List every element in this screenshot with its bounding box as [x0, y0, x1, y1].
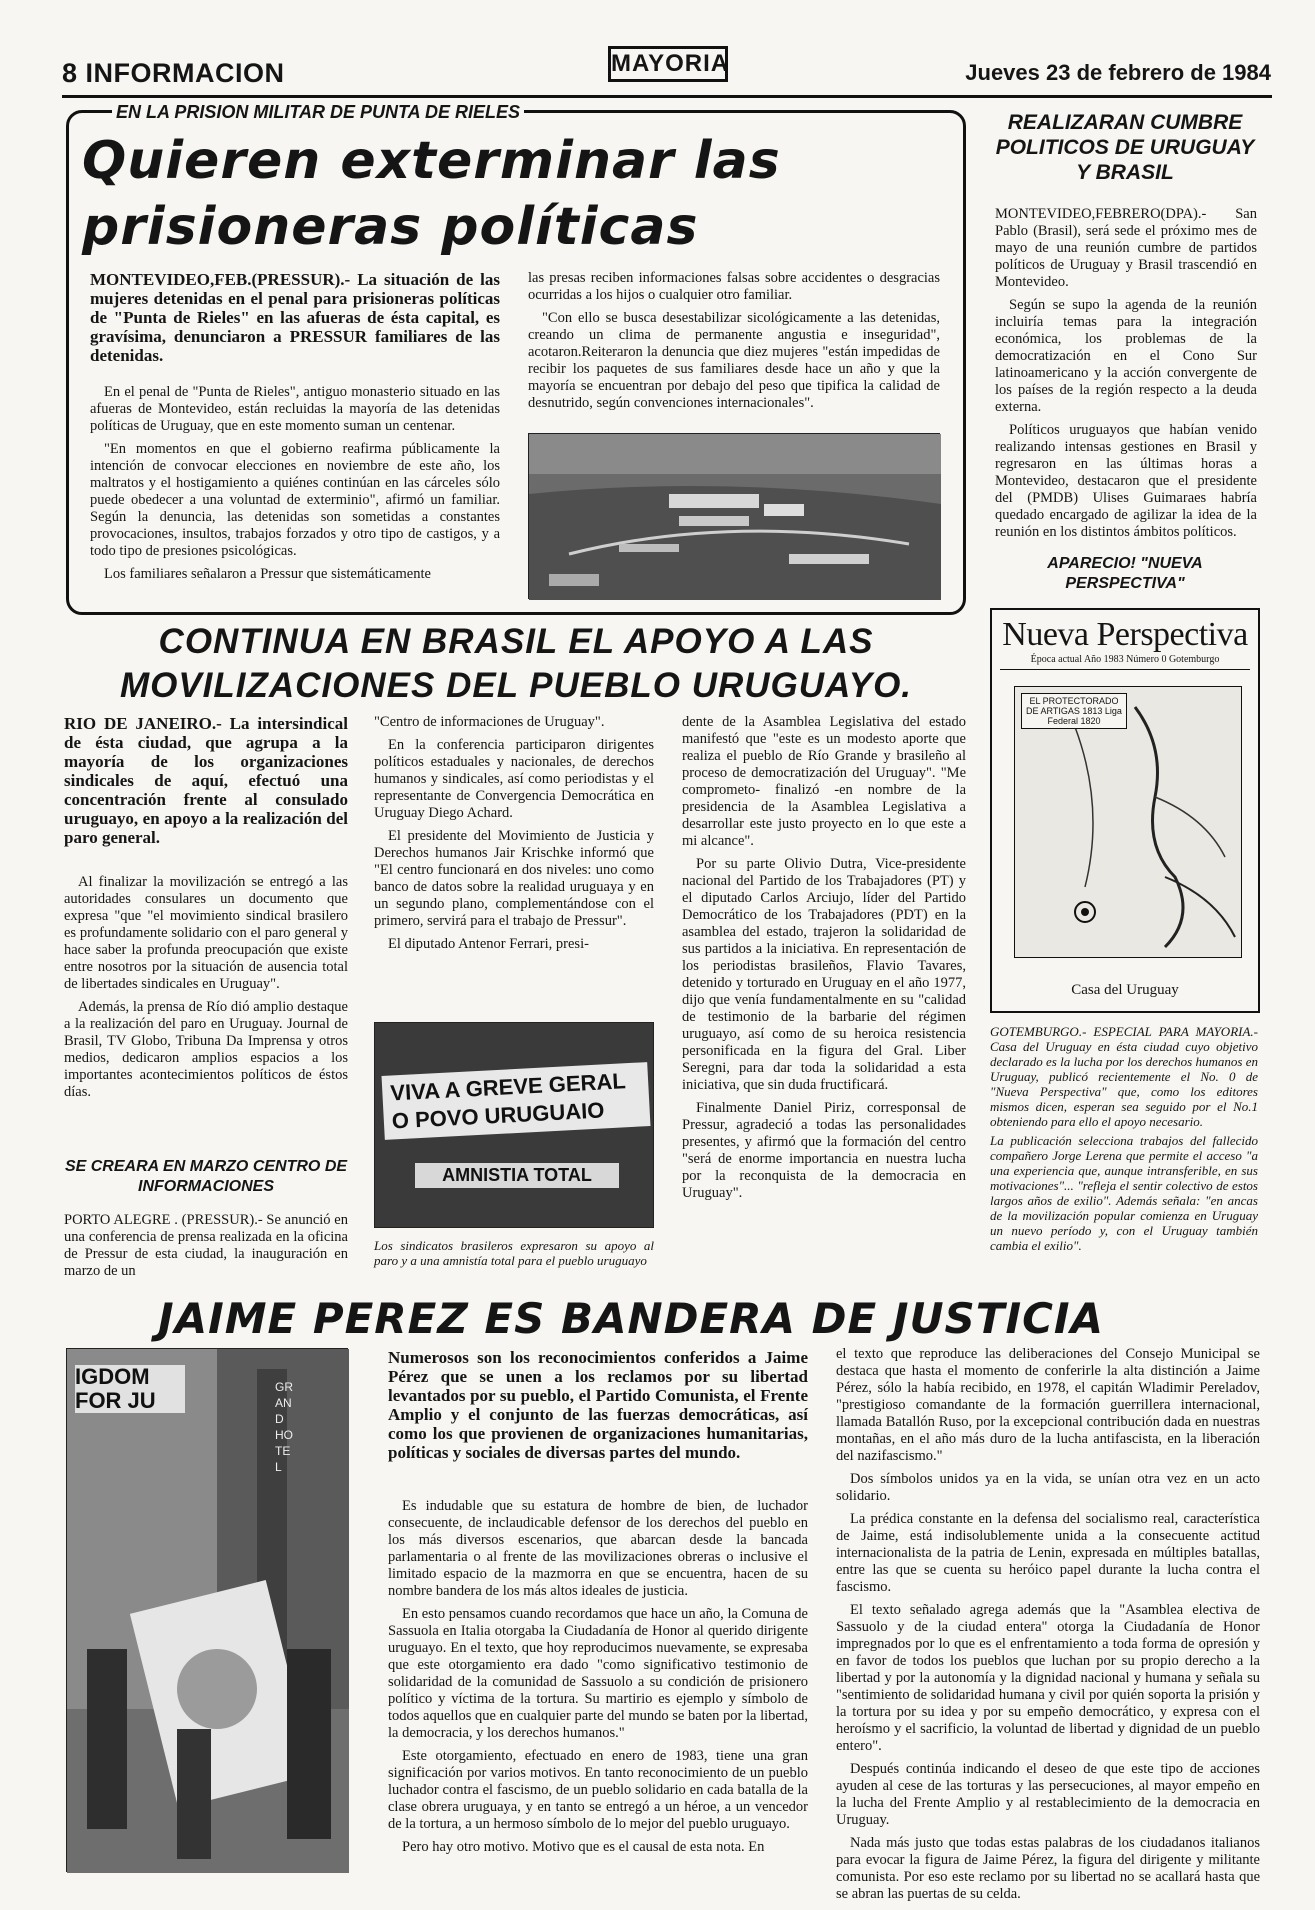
article1-col2-p1: las presas reciben informaciones falsas sobre accidentes o desgracias ocurridas a los hijos o cualquier otro familiar. [528, 270, 940, 303]
photo-sign-text: IGDOM FOR JU [75, 1365, 185, 1413]
article2-lead: RIO DE JANEIRO.- La intersindical de ésta ciudad, que agrupa a la mayoría de los organizaciones sindicales de aquí, efectuó una concentración frente al consulado uruguayo, en apoyo a la realización del paro general. [64, 714, 348, 847]
sidebar1-p1: MONTEVIDEO,FEBRERO(DPA).- San Pablo (Brasil), será sede el próximo mes de mayo de una reunión cumbre de partidos políticos de Uruguay y Brasil trascendió en Montevideo. [995, 206, 1257, 290]
protest-photo [374, 1022, 654, 1228]
article2-col3-p1: dente de la Asamblea Legislativa del estado manifestó que "este es un modesto aporte que realiza el pueblo de Río Grande y brasileño al proceso de democratización del Uruguay". "Me comprometo- finalizó -en nombre de la presidencia de la Asamblea Legislativa a desarrollar este justo proyecto en lo que este a mi alcance". [682, 714, 966, 849]
article3-col2-p3: La prédica constante en la defensa del socialismo real, característica de Jaime, está indisolublemente unida a la consecuente actitud internacionalista de la patria de Lenin, expresada en múltiples batallas, entre las que se cuenta su heróico papel durante la lucha contra el fascismo. [836, 1511, 1260, 1595]
article3-col2-p2: Dos símbolos unidos ya en la vida, se unían otra vez en un acto solidario. [836, 1471, 1260, 1504]
banner-line-1: VIVA A GREVE GERAL [389, 1068, 627, 1106]
article2-col3-p3: Finalmente Daniel Piriz, corresponsal de Pressur, agradeció a todas las personalidades presentes, y afirmó que la formación del centro "será de enorme importancia en nuestra lucha por la reconquista de la democracia en Uruguay". [682, 1100, 966, 1201]
article1-col1-p1: En el penal de "Punta de Rieles", antiguo monasterio situado en las afueras de Montevideo, están recluidas la mayoría de las detenidas políticas de Uruguay, que en este momento suman un centenar. [90, 384, 500, 434]
article2-col2-p3: El presidente del Movimiento de Justicia y Derechos humanos Jair Krischke informó que "El centro funcionará en dos niveles: uno como banco de datos sobre la realidad uruguaya y en un segundo plano, complementándose con el primero, servirá para el trabajo de Pressur". [374, 828, 654, 929]
article1-headline: Quieren exterminar las prisioneras políticas [82, 131, 781, 257]
np-caption-p1: GOTEMBURGO.- ESPECIAL PARA MAYORIA.- Casa del Uruguay en ésta ciudad cuyo objetivo declarado es la lucha por los derechos humanos en Uruguay, publicó recientemente el No. 0 de "Nueva Perspectiva" que, como los editores mismos dicen, esperan sea seguido por el No.1 obteniendo para ello el apoyo necesario. [990, 1024, 1258, 1129]
protest-photo-caption: Los sindicatos brasileros expresaron su apoyo al paro y a una amnistía total para el pueblo uruguayo [374, 1238, 654, 1268]
article2-col2-p2: En la conferencia participaron dirigentes políticos estaduales y nacionales, de derechos humanos y sindicales, así como periodistas y el representante de Convergencia Democrática en Uruguay Diego Achard. [374, 737, 654, 821]
np-subtitle: Época actual Año 1983 Número 0 Gotemburgo [1000, 654, 1250, 670]
article3-col1-p1: Es indudable que su estatura de hombre de bien, de luchador consecuente, de inclaudicable defensor de los derechos del pueblo en los más diversos escenarios, que abarcan desde la bancada parlamentaria o al frente de las movilizaciones obreras o inclusive el limitado espacio de la mazmorra en que se encuentra, hacen de su nombre bandera de los más altos ideales de justicia. [388, 1498, 808, 1599]
article1-col1-p3: Los familiares señalaron a Pressur que sistemáticamente [104, 566, 431, 582]
article2-col1-p1: Al finalizar la movilización se entregó a las autoridades consulares un documento que expresa "que "el movimiento sindical brasilero es profundamente solidario con el paro general y hace saber la profunda preocupación que existe entre nosotros por la situación de ausencia total de libertades sindicales en Uruguay". [64, 874, 348, 992]
np-title: Nueva Perspectiva [1002, 616, 1248, 653]
newspaper-logo: MAYORIA [608, 46, 728, 82]
article2-col2-p1: "Centro de informaciones de Uruguay". [374, 714, 605, 730]
article2-subhead: SE CREARA EN MARZO CENTRO DE INFORMACIONES [64, 1158, 348, 1195]
article1-col1 [90, 384, 500, 606]
amnistia-sign: AMNISTIA TOTAL [415, 1163, 619, 1188]
protest-banner [382, 1062, 651, 1140]
article1-lead: MONTEVIDEO,FEB.(PRESSUR).- La situación de las mujeres detenidas en el penal para prisioneras políticas de "Punta de Rieles" en las afueras de ésta capital, es gravísima, denunciaron a PRESSUR familiares de las detenidas. [90, 270, 500, 365]
sidebar1-p3: Políticos uruguayos que habían venido realizando intensas gestiones en Brasil y regresaron en las últimas horas a Montevideo, destacaron que el presidente del (PMDB) Ulises Guimaraes habría quedado encargado de agilizar la idea de la reunión en los distintos ámbitos políticos. [995, 422, 1257, 540]
np-map-label: EL PROTECTORADO DE ARTIGAS 1813 Liga Federal 1820 [1021, 693, 1127, 729]
nueva-perspectiva-cover [990, 608, 1260, 1013]
article1-col1-p2: "En momentos en que el gobierno reafirma públicamente la intención de convocar elecciones en noviembre de este año, los maltratos y el hostigamiento a quiénes continúan en las cárceles sólo puede obedecer a una voluntad de exterminio", afirmó un familiar. Según la denuncia, las detenidas son sometidas a constantes provocaciones, insultos, trabajos forzados y otro tipo de castigos, y a todo tipo de presiones psicológicas. [90, 441, 500, 559]
np-caption-p2: La publicación selecciona trabajos del fallecido compañero Jorge Lerena que permite el acceso "a una experiencia que, aunque intransferible, en sus motivaciones"... "refleja el sentir colectivo de estos largos años de exilio". Además señala: "en ancas de la movilización popular comienza en Uruguay un nuevo período y, con el Uruguay también cambia el exilio". [990, 1133, 1258, 1253]
article2-col1-p2: Además, la prensa de Río dió amplio destaque a la realización del paro en Uruguay. Journal de Brasil, TV Globo, Tribuna Da Imprensa y otros medios, dedicaron amplios espacios a los importantes acontecimientos políticos de éstos días. [64, 999, 348, 1100]
article1-kicker: EN LA PRISION MILITAR DE PUNTA DE RIELES [112, 102, 524, 123]
jaime-perez-photo [66, 1348, 348, 1872]
article1-col2 [528, 270, 940, 430]
article2-col1b: PORTO ALEGRE . (PRESSUR).- Se anunció en una conferencia de prensa realizada en la oficina de Pressur de esta ciudad, la inauguración en marzo de un [64, 1212, 348, 1279]
sidebar1-p2: Según se supo la agenda de la reunión incluiría temas para la integración económica, los problemas de la democratización en el Cono Sur latinoamericano y la acción convergente de los países de la región respecto a la deuda externa. [995, 297, 1257, 415]
sidebar1-headline: REALIZARAN CUMBRE POLITICOS DE URUGUAY Y BRASIL [995, 111, 1255, 184]
sidebar1-body [995, 206, 1257, 546]
np-footer: Casa del Uruguay [1071, 982, 1179, 998]
page-section-label: 8 INFORMACION [62, 58, 285, 88]
article3-col1-p2: En esto pensamos cuando recordamos que hace un año, la Comuna de Sassuola en Italia otorgaba la Ciudadanía de Honor al querido dirigente uruguayo. En el texto, que hoy reproducimos nuevamente, se expresaba que este otorgamiento era dado "como significativo testimonio de solidaridad de la comunidad de Sassuolo a su condición de prisionero político y víctima de la tortura. Su martirio es ejemplo y símbolo de todos aquellos que en cualquier parte del mundo se baten por la libertad, la democracia, y los derechos humanos." [388, 1606, 808, 1741]
prison-aerial-illustration [529, 434, 941, 600]
article3-col1 [388, 1498, 808, 1880]
header-rule [62, 95, 1272, 98]
issue-date: Jueves 23 de febrero de 1984 [965, 60, 1271, 85]
article2-col2-p4: El diputado Antenor Ferrari, presi- [388, 936, 589, 952]
article3-col2 [836, 1346, 1260, 1902]
hotel-sign-text: GRAND HOTEL [275, 1380, 293, 1474]
article3-col2-p4: El texto señalado agrega además que la "Asamblea electiva de Sassuolo y de la ciudad entera" otorga la Ciudadanía de Honor impregnados por lo que es el enfrentamiento a toda forma de opresión y en favor de todos los pueblos que luchan por su propio derecho a la libertad y por la autonomía y la dignidad nacional y humana y señala su "sentimiento de solidaridad humana y civil por quién soporta la prisión y la tortura por su idea y por su empeño democrático, y expresa con el heroísmo y el sacrificio, la voluntad de libertad y dignidad de un pueblo entero". [836, 1602, 1260, 1754]
article3-col1-p4: Pero hay otro motivo. Motivo que es el causal de esta nota. En [402, 1839, 765, 1855]
article2-col3-p2: Por su parte Olivio Dutra, Vice-presidente nacional del Partido de los Trabajadores (PT) y el diputado Carlos Arciujo, líder del Partido Democrático de los Trabajadores (PDT) en la asamblea del estado, trajeron la solidaridad de sus partidos a la iniciativa. En representación de los periodistas brasileños, Flavio Tavares, detenido y torturado en Uruguay en el año 1977, dijo que venía fundamentalmente en su "calidad de testimonio de la barbarie del régimen uruguayo, así como de su heroica resistencia personificada en la figura del Gral. Liber Seregni, para dar toda la solidaridad a esta iniciativa, que sin duda fructificará. [682, 856, 966, 1093]
street-scene-illustration [67, 1349, 349, 1873]
banner-line-2: O POVO URUGUAIO [391, 1097, 605, 1134]
article2-col2 [374, 714, 654, 1014]
article3-col2-p6: Nada más justo que todas estas palabras de los ciudadanos italianos para evocar la figura de Jaime Pérez, la figura del dirigente y militante comunista. Por eso este reclamo por su libertad no se acallará hasta que se abran las puertas de su celda. [836, 1835, 1260, 1902]
prison-aerial-photo [528, 433, 940, 599]
article3-headline: JAIME PEREZ ES BANDERA DE JUSTICIA [157, 1294, 1105, 1343]
np-map [1014, 686, 1242, 958]
article1-col2-p2: "Con ello se busca desestabilizar sicológicamente a las detenidas, creando un clima de permanente angustia e inseguridad", acotaron.Reiteraron la denuncia que diez mujeres "están impedidas de recibir los paquetes de sus familiares desde hace un año y que la mayoría se encuentran por debajo del peso que tipifica la calidad de desnutrido, según convenciones internacionales". [528, 310, 940, 411]
article2-col3 [682, 714, 966, 1288]
aparecio-headline: APARECIO! "NUEVA PERSPECTIVA" [1047, 555, 1203, 592]
article3-col2-p5: Después continúa indicando el deseo de que este tipo de acciones ayuden al cese de las torturas y las persecuciones, al mayor empeño en la lucha del Frente Amplio y al restablecimiento de la democracia en Uruguay. [836, 1761, 1260, 1828]
article3-lead: Numerosos son los reconocimientos conferidos a Jaime Pérez que se unen a los reclamos por su libertad levantados por su pueblo, el Partido Comunista, el Frente Amplio y el conjunto de las fuerzas democráticas, así como los que provienen de organizaciones humanitarias, políticas y sociales de diversas partes del mundo. [388, 1348, 808, 1462]
article2-headline: CONTINUA EN BRASIL EL APOYO A LAS MOVILIZACIONES DEL PUEBLO URUGUAYO. [119, 622, 913, 705]
np-caption [990, 1024, 1258, 1294]
article2-col1 [64, 874, 348, 1142]
article3-col1-p3: Este otorgamiento, efectuado en enero de 1983, tiene una gran significación por varios motivos. En tanto reconocimiento de un pueblo luchador contra el fascismo, de un pueblo solidario en cada batalla de la clase obrera uruguaya, y en tanto se entregó a un héroe, a un vencedor de la tortura, a un hermoso símbolo de lo mejor del pueblo uruguayo. [388, 1748, 808, 1832]
article3-col2-p1: el texto que reproduce las deliberaciones del Consejo Municipal se destaca que hasta el momento de conferirle la alta distinción a Jaime Pérez, sólo la había recibido, en 1978, el capitán Wladimir Pereladov, "prestigioso comandante de la formación guerrillera internacional, llamada Batallón Ruso, por la excepcional contribución dada en nuestras montañas, en el año más duro de la lucha antifascista, en la liberación del nazifascismo." [836, 1346, 1260, 1464]
